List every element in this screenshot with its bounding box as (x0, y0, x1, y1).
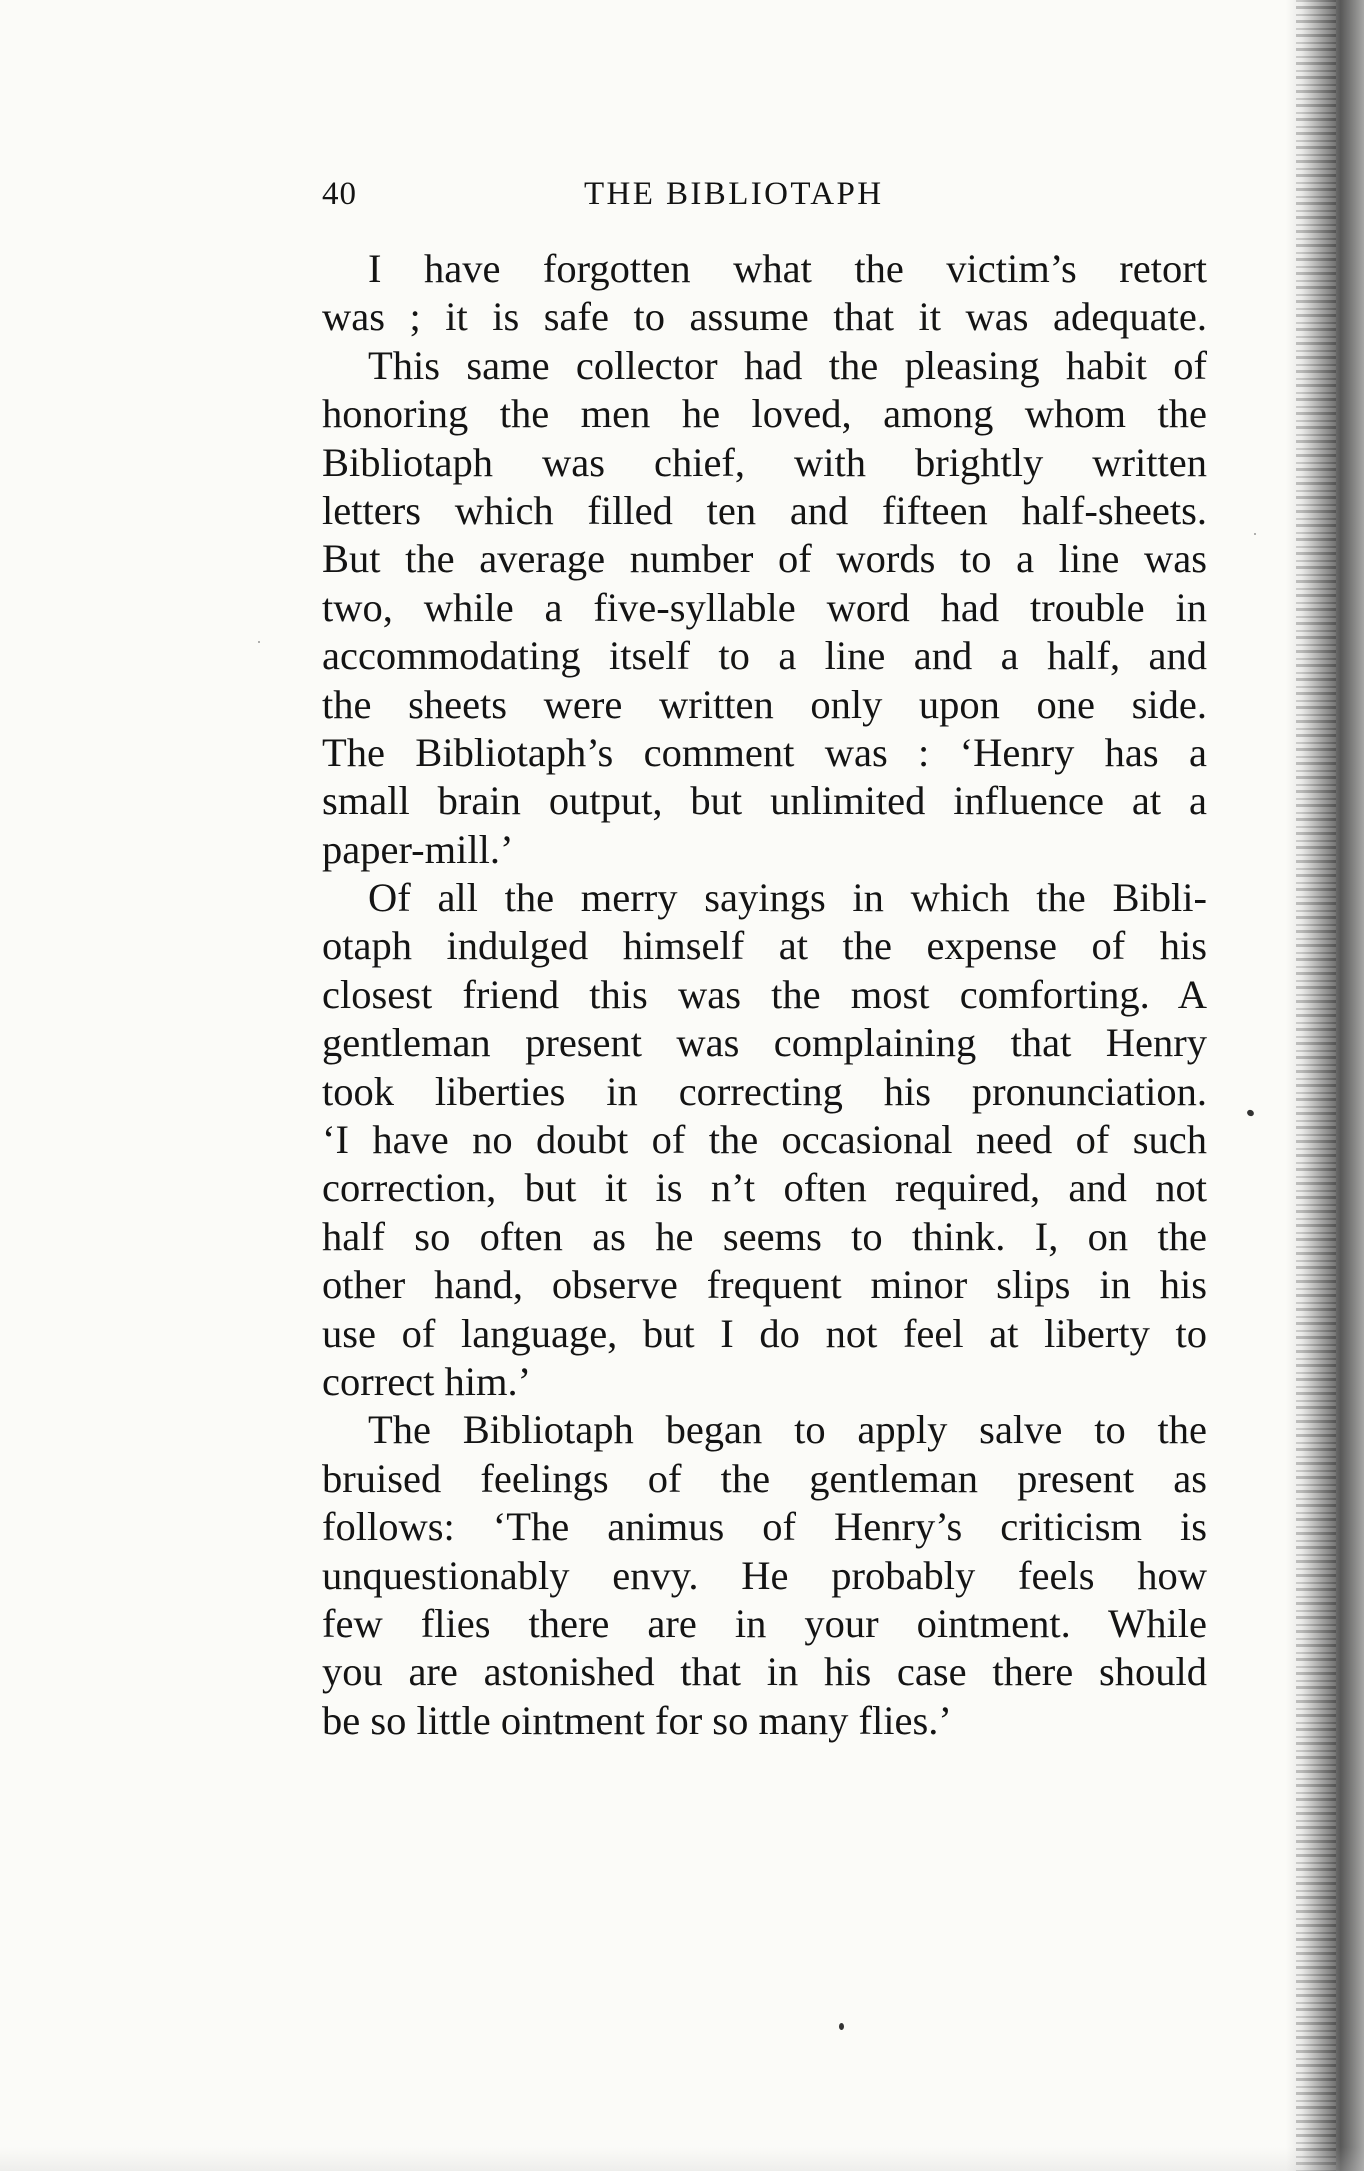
text-line: accommodating itself to a line and a half, and (322, 633, 1207, 679)
text-line: I have forgotten what the victim’s retort (368, 246, 1207, 291)
page-number: 40 (322, 176, 357, 212)
text-line: you are astonished that in his case there should (322, 1649, 1207, 1695)
text-line: small brain output, but unlimited influence at a (322, 778, 1207, 824)
text-line: gentleman present was complaining that Henry (322, 1020, 1207, 1066)
text-line: two, while a five-syllable word had trouble in (322, 584, 1207, 630)
text-line: Bibliotaph was chief, with brightly written (322, 439, 1207, 485)
body-text (322, 245, 1207, 1745)
text-line: the sheets were written only upon one side. (322, 681, 1207, 727)
text-line: But the average number of words to a line was (322, 536, 1207, 582)
text-line: be so little ointment for so many flies.’ (322, 1697, 952, 1743)
running-title: THE BIBLIOTAPH (584, 176, 884, 212)
text-line: use of language, but I do not feel at liberty to (322, 1310, 1207, 1356)
text-line: half so often as he seems to think. I, on the (322, 1213, 1207, 1259)
text-line: follows: ‘The animus of Henry’s criticism is (322, 1504, 1207, 1550)
text-line: correction, but it is n’t often required, and not (322, 1165, 1207, 1211)
text-line: letters which filled ten and fifteen half-sheets. (322, 487, 1207, 533)
scan-speck (1246, 1109, 1255, 1118)
text-line: ‘I have no doubt of the occasional need of such (322, 1117, 1207, 1163)
text-line: Of all the merry sayings in which the Bibli- (368, 875, 1207, 921)
text-line: otaph indulged himself at the expense of his (322, 923, 1207, 969)
text-line: unquestionably envy. He probably feels how (322, 1552, 1207, 1598)
scan-speck (1254, 533, 1256, 535)
scan-speck (839, 2023, 844, 2030)
text-line: few flies there are in your ointment. While (322, 1600, 1207, 1646)
text-line: was ; it is safe to assume that it was adequate. (322, 294, 1207, 340)
text-line: took liberties in correcting his pronunciation. (322, 1068, 1207, 1114)
binding-shadow (1286, 0, 1364, 2171)
scan-speck (258, 641, 260, 643)
text-line: correct him.’ (322, 1358, 532, 1404)
text-line: The Bibliotaph began to apply salve to the (368, 1407, 1207, 1453)
text-line: bruised feelings of the gentleman present as (322, 1455, 1207, 1501)
text-line: The Bibliotaph’s comment was : ‘Henry has a (322, 729, 1207, 775)
text-line: honoring the men he loved, among whom the (322, 391, 1207, 437)
text-line: other hand, observe frequent minor slips in his (322, 1262, 1207, 1308)
text-line: paper-mill.’ (322, 826, 514, 872)
text-line: This same collector had the pleasing habit of (368, 342, 1207, 388)
running-head (322, 176, 1207, 222)
text-line: closest friend this was the most comforting. A (322, 971, 1207, 1017)
page-bottom-edge (0, 2147, 1364, 2171)
